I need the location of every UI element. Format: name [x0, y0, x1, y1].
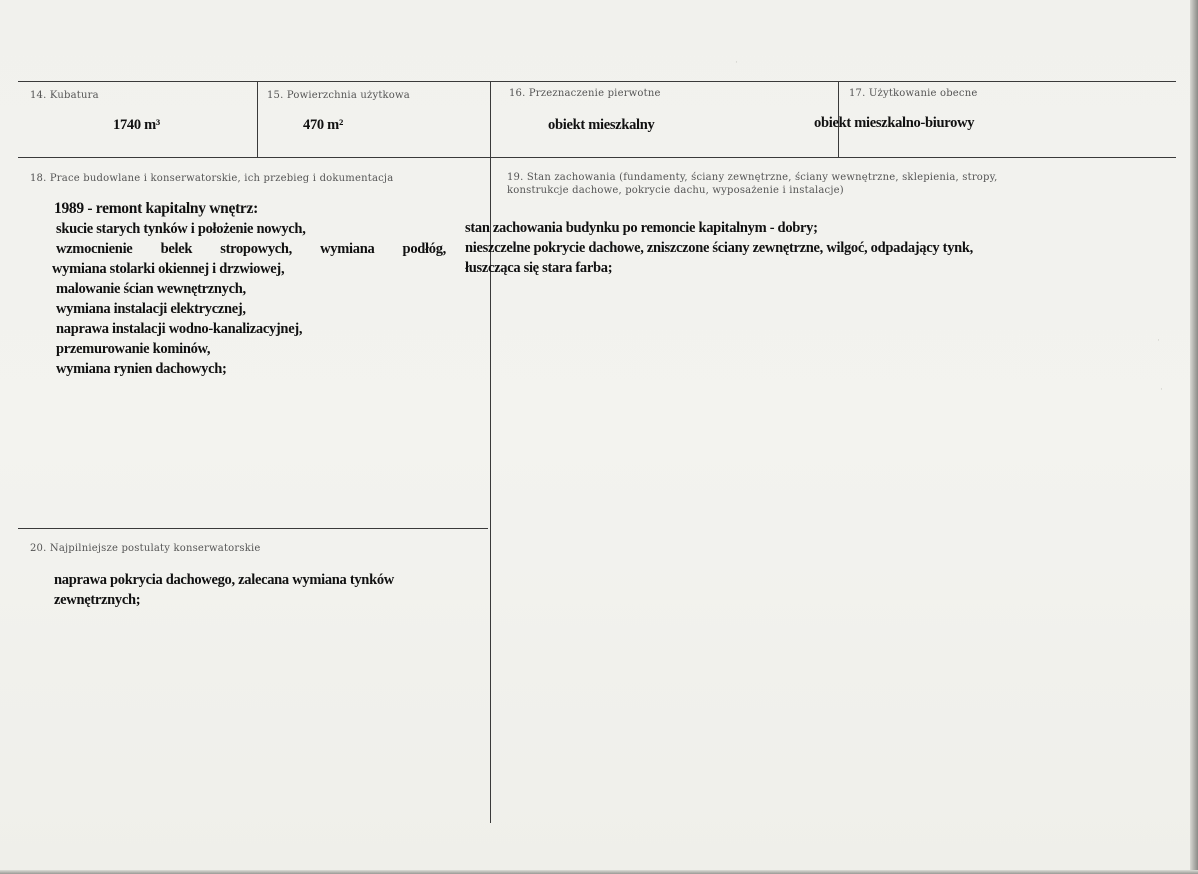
postulaty-line: zewnętrznych;: [54, 592, 141, 608]
stan-text: [465, 218, 1105, 278]
card-edge-bottom: [0, 870, 1198, 874]
prace-line: naprawa instalacji wodno-kanalizacyjnej,: [56, 321, 303, 337]
paper-speck: ·: [735, 58, 738, 68]
prace-line: skucie starych tynków i położenie nowych,: [56, 221, 306, 237]
prace-line: malowanie ścian wewnętrznych,: [56, 281, 246, 297]
paper-speck: ·: [1157, 336, 1160, 346]
stan-label: [507, 171, 1107, 197]
rule-row1-bottom: [18, 157, 1176, 158]
powierzchnia-value: 470 m²: [303, 117, 344, 133]
prace-line: 1989 - remont kapitalny wnętrz:: [54, 200, 258, 217]
przeznaczenie-label: 16. Przeznaczenie pierwotne: [509, 88, 661, 99]
rule-top: [18, 81, 1176, 82]
uzytkowanie-value: obiekt mieszkalno-biurowy: [814, 115, 975, 131]
powierzchnia-label: 15. Powierzchnia użytkowa: [267, 90, 410, 101]
uzytkowanie-label: 17. Użytkowanie obecne: [849, 88, 978, 99]
paper-speck: ·: [1160, 385, 1163, 395]
postulaty-label: 20. Najpilniejsze postulaty konserwatorskie: [30, 543, 261, 554]
stan-label-line: konstrukcje dachowe, pokrycie dachu, wyposażenie i instalacje): [507, 185, 844, 196]
stan-label-line: 19. Stan zachowania (fundamenty, ściany zewnętrzne, ściany wewnętrzne, sklepienia, stropy,: [507, 172, 998, 183]
prace-label: 18. Prace budowlane i konserwatorskie, ich przebieg i dokumentacja: [30, 173, 394, 184]
stan-line: nieszczelne pokrycie dachowe, zniszczone ściany zewnętrzne, wilgoć, odpadający tynk,: [465, 240, 974, 256]
postulaty-text: [54, 570, 474, 610]
kubatura-label: 14. Kubatura: [30, 90, 99, 101]
prace-line: wzmocnienie belek stropowych, wymiana podłóg,: [56, 241, 446, 257]
stan-line: stan zachowania budynku po remoncie kapitalnym - dobry;: [465, 220, 818, 236]
prace-line: wymiana instalacji elektrycznej,: [56, 301, 246, 317]
przeznaczenie-value: obiekt mieszkalny: [548, 117, 655, 133]
prace-line: wymiana stolarki okiennej i drzwiowej,: [52, 261, 285, 277]
prace-text: [52, 199, 446, 379]
kubatura-value: 1740 m³: [113, 117, 160, 133]
rule-col-14-15: [257, 81, 258, 157]
postulaty-line: naprawa pokrycia dachowego, zalecana wymiana tynków: [54, 572, 394, 588]
prace-line: przemurowanie kominów,: [56, 341, 211, 357]
rule-section20-top: [18, 528, 488, 529]
rule-col-15-16: [490, 81, 491, 823]
stan-line: łuszcząca się stara farba;: [465, 260, 613, 276]
card-edge-right: [1190, 0, 1198, 874]
prace-line: wymiana rynien dachowych;: [56, 361, 227, 377]
